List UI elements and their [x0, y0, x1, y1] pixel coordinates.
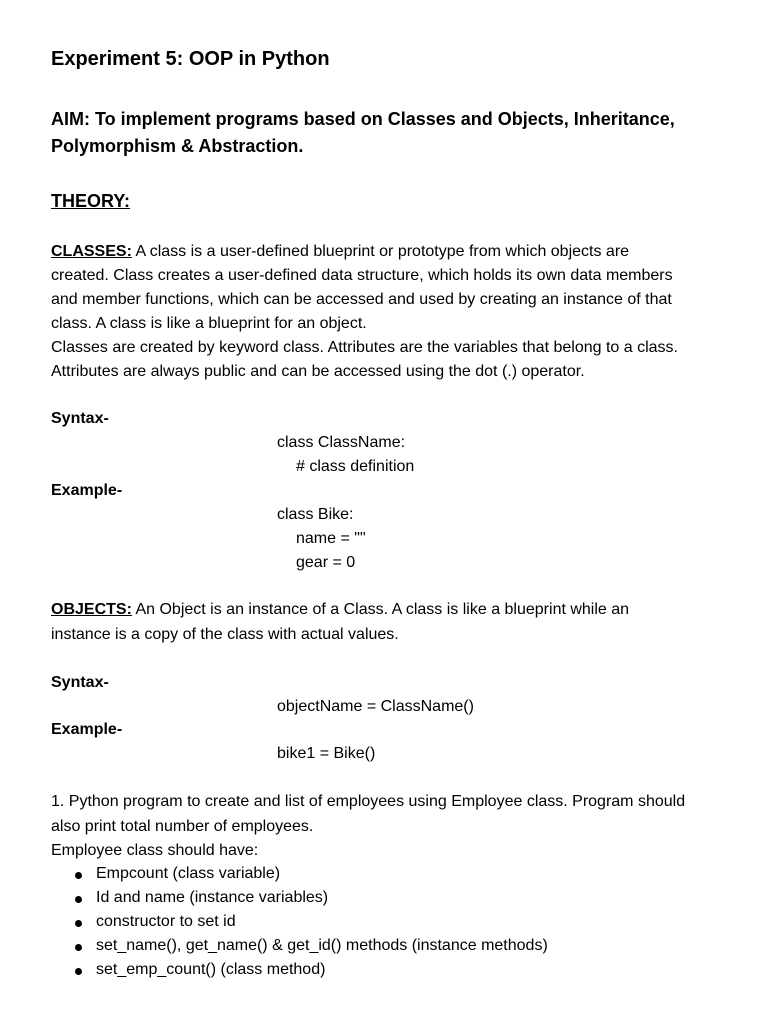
list-item-text: constructor to set id — [96, 913, 236, 930]
page-title: Experiment 5: OOP in Python — [51, 48, 330, 70]
list-item-text: Empcount (class variable) — [96, 865, 281, 882]
aim-line-1: AIM: To implement programs based on Classes and Objects, Inheritance, — [51, 109, 675, 129]
objects-line-2: instance is a copy of the class with actual values. — [51, 626, 399, 643]
list-item-text: Id and name (instance variables) — [96, 889, 329, 906]
classes-line-6: Attributes are always public and can be accessed using the dot (.) operator. — [51, 363, 585, 380]
objects-paragraph-line-1 — [51, 601, 629, 619]
task1-line-1: 1. Python program to create and list of employees using Employee class. Program should — [51, 793, 686, 810]
bullet-dot-icon — [75, 920, 82, 927]
classes-paragraph-line-1 — [51, 243, 629, 261]
classes-term: CLASSES: — [51, 243, 132, 260]
classes-example-label: Example- — [51, 482, 123, 499]
theory-heading: THEORY: — [51, 191, 130, 211]
list-item-text: set_name(), get_name() & get_id() methods (instance methods) — [96, 937, 548, 954]
list-item-text: set_emp_count() (class method) — [96, 961, 326, 978]
classes-line-2: created. Class creates a user-defined data structure, which holds its own data members — [51, 267, 673, 284]
bullet-dot-icon — [75, 968, 82, 975]
objects-example-code: bike1 = Bike() — [277, 745, 376, 762]
classes-line-5: Classes are created by keyword class. Attributes are the variables that belong to a class. — [51, 339, 678, 356]
objects-syntax-code: objectName = ClassName() — [277, 698, 474, 715]
aim-line-2: Polymorphism & Abstraction. — [51, 136, 304, 156]
classes-syntax-code-line-1: class ClassName: — [277, 434, 406, 451]
classes-line-1-text: A class is a user-defined blueprint or prototype from which objects are — [131, 243, 630, 260]
bullet-dot-icon — [75, 944, 82, 951]
classes-syntax-label: Syntax- — [51, 410, 109, 427]
bullet-dot-icon — [75, 896, 82, 903]
task1-line-3: Employee class should have: — [51, 842, 259, 859]
classes-syntax-code-line-2: # class definition — [296, 458, 415, 475]
classes-example-code-line-1: class Bike: — [277, 506, 354, 523]
classes-line-4: class. A class is like a blueprint for an object. — [51, 315, 367, 332]
objects-example-label: Example- — [51, 721, 123, 738]
classes-example-code-line-3: gear = 0 — [296, 554, 356, 571]
task1-line-2: also print total number of employees. — [51, 818, 314, 835]
objects-term: OBJECTS: — [51, 601, 132, 618]
objects-syntax-label: Syntax- — [51, 674, 109, 691]
bullet-dot-icon — [75, 872, 82, 879]
classes-line-3: and member functions, which can be accessed and used by creating an instance of that — [51, 291, 672, 308]
classes-example-code-line-2: name = "" — [296, 530, 366, 547]
objects-line-1-text: An Object is an instance of a Class. A class is like a blueprint while an — [131, 601, 630, 618]
